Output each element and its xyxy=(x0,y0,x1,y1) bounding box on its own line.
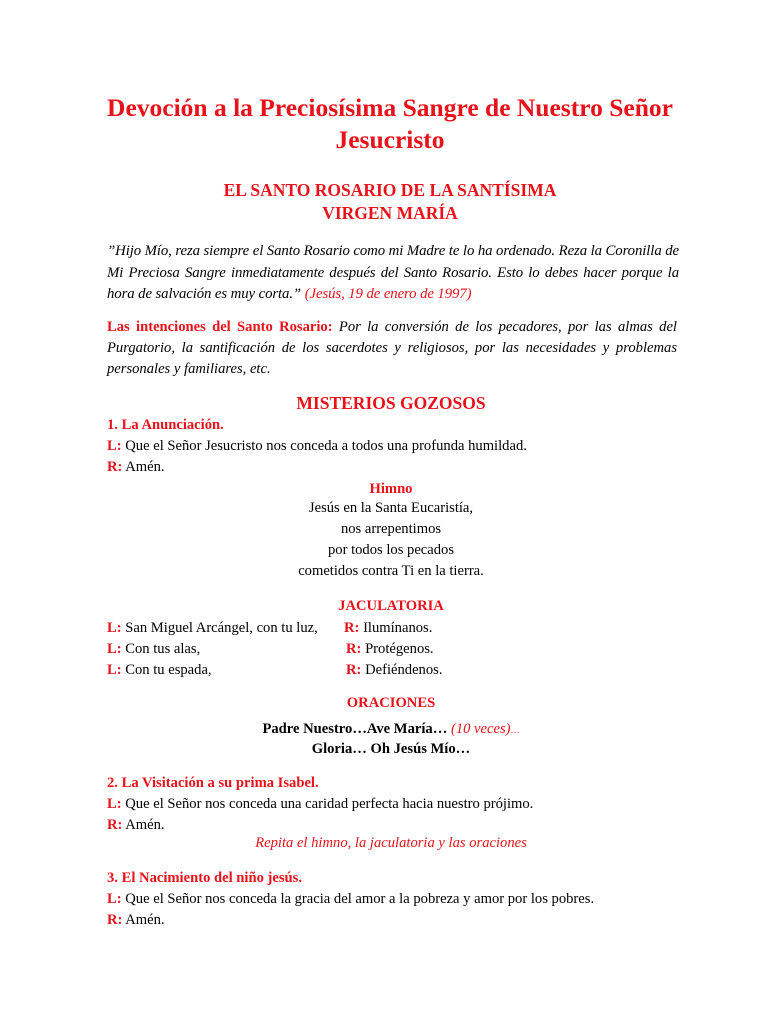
response-label: R: xyxy=(107,817,123,833)
mystery-2-title: 2. La Visitación a su prima Isabel. xyxy=(107,775,319,791)
jaculatoria-response-text: Defiéndenos. xyxy=(365,662,443,678)
amen-text: Amén. xyxy=(125,912,165,928)
jaculatoria-heading: JACULATORIA xyxy=(338,598,444,614)
jaculatoria-response-text: Protégenos. xyxy=(365,641,434,657)
hymn-line: por todos los pecados xyxy=(327,542,455,558)
jaculatoria-row-2-response xyxy=(346,639,434,660)
intentions-label: Las intenciones del Santo Rosario: xyxy=(107,319,333,335)
leader-label: L: xyxy=(107,620,122,636)
quote-text: ”Hijo Mío, reza siempre el Santo Rosario como mi Madre te lo ha ordenado. Reza la Coronilla de Mi Preciosa Sangre inmediatamente después del Santo Rosario. Esto lo debes hacer porque la hora de salvación es muy corta.” xyxy=(107,243,679,302)
prayers-line-1-text: Padre Nuestro…Ave María… xyxy=(262,721,448,737)
prayers-ellipsis: … xyxy=(510,725,520,735)
hymn-lines xyxy=(107,498,675,582)
leader-label: L: xyxy=(107,891,122,907)
subtitle-line-2: VIRGEN MARÍA xyxy=(322,203,458,223)
mystery-1-title: 1. La Anunciación. xyxy=(107,417,224,433)
response-label: R: xyxy=(107,912,123,928)
repeat-note: Repita el himno, la jaculatoria y las oraciones xyxy=(255,835,527,851)
jaculatoria-row-3-response xyxy=(346,660,442,681)
subtitle-line-1: EL SANTO ROSARIO DE LA SANTÍSIMA xyxy=(223,180,557,200)
jaculatoria-row-1-leader xyxy=(107,618,318,639)
hymn-line: nos arrepentimos xyxy=(340,521,442,537)
intentions-paragraph xyxy=(107,317,677,380)
prayers-count: (10 veces) xyxy=(450,721,511,737)
amen-text: Amén. xyxy=(125,817,165,833)
jaculatoria-leader-text: Con tu espada, xyxy=(125,662,212,678)
quote-citation: (Jesús, 19 de enero de 1997) xyxy=(304,286,472,302)
response-label: R: xyxy=(107,459,123,475)
leader-label: L: xyxy=(107,641,122,657)
quote-paragraph xyxy=(107,241,679,306)
mystery-2-response-line xyxy=(107,815,165,836)
mystery-3-leader-line xyxy=(107,889,594,910)
oraciones-heading: ORACIONES xyxy=(346,695,436,711)
mystery-1-response-line xyxy=(107,457,165,478)
leader-label: L: xyxy=(107,662,122,678)
mystery-2-leader-line xyxy=(107,794,533,815)
response-label: R: xyxy=(346,641,362,657)
prayers-line-2: Gloria… Oh Jesús Mío… xyxy=(311,741,471,757)
mystery-3-leader-text: Que el Señor nos conceda la gracia del amor a la pobreza y amor por los pobres. xyxy=(125,891,595,907)
mystery-1-leader-text: Que el Señor Jesucristo nos conceda a todos una profunda humildad. xyxy=(125,438,527,454)
intentions-text: Por la conversión de los pecadores, por las almas del Purgatorio, la santificación de los sacerdotes y religiosos, por las necesidades y problemas personales y familiares, etc. xyxy=(107,319,677,377)
jaculatoria-leader-text: San Miguel Arcángel, con tu luz, xyxy=(125,620,318,636)
prayers-line-1 xyxy=(107,720,675,740)
leader-label: L: xyxy=(107,438,122,454)
hymn-line: Jesús en la Santa Eucaristía, xyxy=(308,500,474,516)
mystery-1-leader-line xyxy=(107,436,527,457)
document-title: Devoción a la Preciosísima Sangre de Nuestro Señor Jesucristo xyxy=(107,93,673,154)
jaculatoria-leader-text: Con tus alas, xyxy=(125,641,201,657)
leader-label: L: xyxy=(107,796,122,812)
response-label: R: xyxy=(346,662,362,678)
response-label: R: xyxy=(344,620,360,636)
jaculatoria-response-text: Ilumínanos. xyxy=(363,620,433,636)
document-subtitle xyxy=(120,179,660,225)
amen-text: Amén. xyxy=(125,459,165,475)
prayers-block xyxy=(107,720,675,759)
jaculatoria-row-1-response xyxy=(344,618,432,639)
jaculatoria-row-3-leader xyxy=(107,660,212,681)
mystery-2-leader-text: Que el Señor nos conceda una caridad perfecta hacia nuestro prójimo. xyxy=(125,796,534,812)
hymn-heading: Himno xyxy=(369,481,413,497)
hymn-line: cometidos contra Ti en la tierra. xyxy=(298,563,484,579)
jaculatoria-row-2-leader xyxy=(107,639,200,660)
mystery-3-response-line xyxy=(107,910,165,931)
mystery-3-title: 3. El Nacimiento del niño jesús. xyxy=(107,870,302,886)
mysteries-heading: MISTERIOS GOZOSOS xyxy=(296,393,486,413)
